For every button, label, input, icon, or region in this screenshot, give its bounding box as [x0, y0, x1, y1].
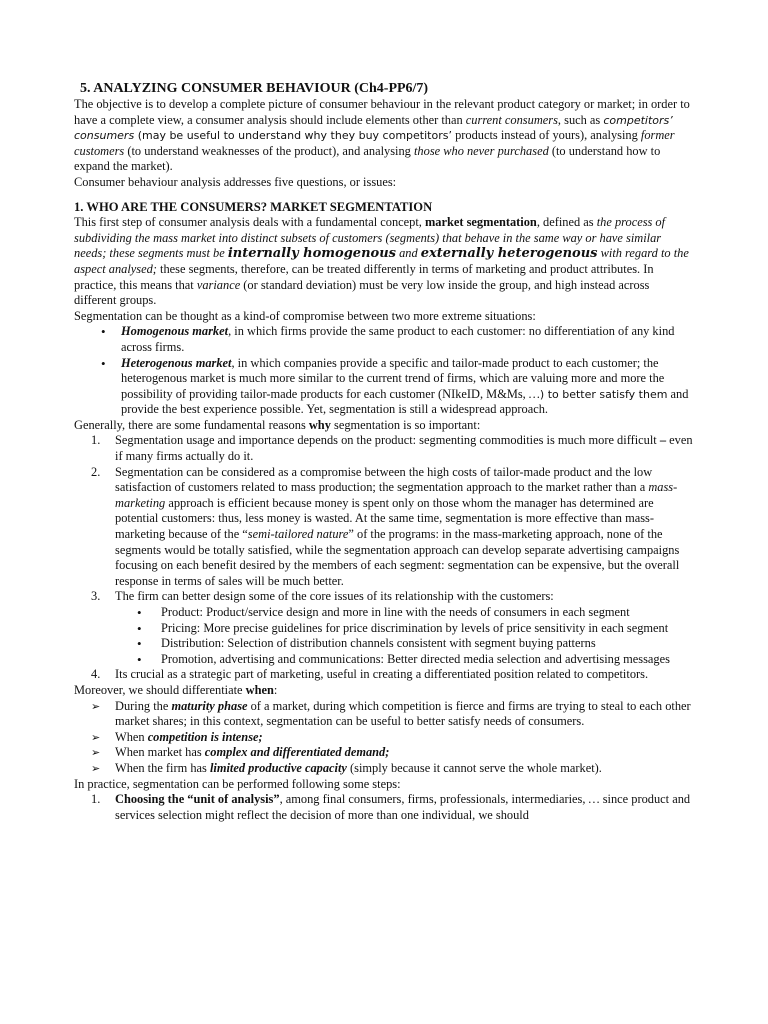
section-heading: 1. WHO ARE THE CONSUMERS? MARKET SEGMENTATION: [74, 199, 433, 214]
page-title: 5. ANALYZING CONSUMER BEHAVIOUR (Ch4-PP6/7): [80, 81, 429, 96]
intro-questions: Consumer behaviour analysis addresses five questions, or issues:: [74, 174, 397, 189]
market-types-list: [74, 324, 694, 418]
document-page: [74, 80, 694, 823]
list-item: • Pricing: More precise guidelines for price discrimination by levels of price sensitivity in each segment: [115, 621, 694, 637]
steps-paragraph: In practice, segmentation can be performed following some steps:: [74, 776, 401, 791]
list-item: • Homogenous market, in which firms provide the same product to each customer: no differentiation of any kind across firms.: [74, 324, 694, 355]
list-item: 2. Segmentation can be considered as a compromise between the high costs of tailor-made product and the low satisfaction of customers related to mass production; the segmentation approach to the market rather than a mass-marketing approach is efficient because money is spent only on those whom the manager has determined are potential customers: thus, less money is wasted. At the same time, segmentation is more effective than mass-marketing because of the “semi-tailored nature” of the programs: in the mass-marketing approach, none of the segments would be totally satisfied, while the segmentation approach can develop separate advertising campaigns focusing on each benefit desired by the members of each segment: segmentation can be expensive, but the overall response in terms of sales will be much better.: [91, 464, 680, 588]
reasons-list: [74, 433, 694, 683]
steps-list: [74, 792, 694, 823]
list-item: ➢ When market has complex and differentiated demand;: [91, 745, 390, 760]
intro-paragraph: The objective is to develop a complete picture of consumer behaviour in the relevant product category or market; in order to have a complete view, a consumer analysis should include elements other than current consumers, such as competitors’ consumers (may be useful to understand why they buy competitors’ products instead of yours), analysing former customers (to understand weaknesses of the product), and analysing those who never purchased (to understand how to expand the market).: [74, 97, 690, 174]
list-item: 4. Its crucial as a strategic part of marketing, useful in creating a differentiated position related to competitors.: [91, 667, 649, 682]
list-item: • Promotion, advertising and communications: Better directed media selection and advertising messages: [115, 652, 694, 668]
list-item: ➢ During the maturity phase of a market, during which competition is fierce and firms are trying to steal to each other market shares; in this context, segmentation can be useful to better satisfy needs of consumers.: [91, 698, 691, 729]
list-item: 1. Segmentation usage and importance depends on the product: segmenting commodities is much more difficult – even if many firms actually do it.: [91, 433, 693, 464]
arrow-bullet-icon: ➢: [91, 746, 101, 760]
arrow-bullet-icon: ➢: [91, 730, 101, 744]
list-item: ➢ When the firm has limited productive capacity (simply because it cannot serve the whole market).: [91, 760, 602, 775]
when-list: [74, 699, 694, 777]
segmentation-definition: This first step of consumer analysis deals with a fundamental concept, market segmentation, defined as the process of subdividing the mass market into distinct subsets of customers (segments) that behave in the same way or have similar needs; these segments must be internally homogenous and externally heterogenous with regard to the aspect analysed; these segments, therefore, can be treated differently in terms of marketing and product attributes. In practice, this means that variance (or standard deviation) must be very low inside the group, and high instead across different groups.: [74, 215, 689, 308]
arrow-bullet-icon: ➢: [91, 699, 101, 713]
list-item: • Heterogenous market, in which companies provide a specific and tailor-made product to each customer; the heterogenous market is much more similar to the current trend of firms, which are valuing more and more the possibility of providing tailor-made products for each customer (NIkeID, M&Ms, …) to better satisfy them and provide the best experience possible. Yet, segmentation is still a widespread approach.: [74, 356, 694, 418]
why-paragraph: Generally, there are some fundamental reasons why segmentation is so important:: [74, 417, 481, 432]
arrow-bullet-icon: ➢: [91, 761, 101, 775]
core-issues-list: [115, 605, 694, 667]
compromise-paragraph: Segmentation can be thought as a kind-of compromise between two more extreme situations:: [74, 308, 536, 323]
list-item: 3. The firm can better design some of the core issues of its relationship with the customers: • Product: Product/service design and more in line with the needs of consumers in each segment • Pricing: More precise guidelines for price discrimination by levels of price sensitivity in each segment • Distribution: Selection of distribution channels consistent with segment buying patterns • Promotion, advertising and communications: Better directed media selection and advertising messages: [74, 589, 694, 667]
list-item: • Product: Product/service design and more in line with the needs of consumers in each segment: [115, 605, 694, 621]
list-item: ➢ When competition is intense;: [91, 729, 263, 744]
list-item: • Distribution: Selection of distribution channels consistent with segment buying patterns: [115, 636, 694, 652]
list-item: 1. Choosing the “unit of analysis”, among final consumers, firms, professionals, intermediaries, … since product and services selection might reflect the decision of more than one individual, we should: [91, 792, 691, 822]
when-paragraph: Moreover, we should differentiate when:: [74, 682, 278, 697]
